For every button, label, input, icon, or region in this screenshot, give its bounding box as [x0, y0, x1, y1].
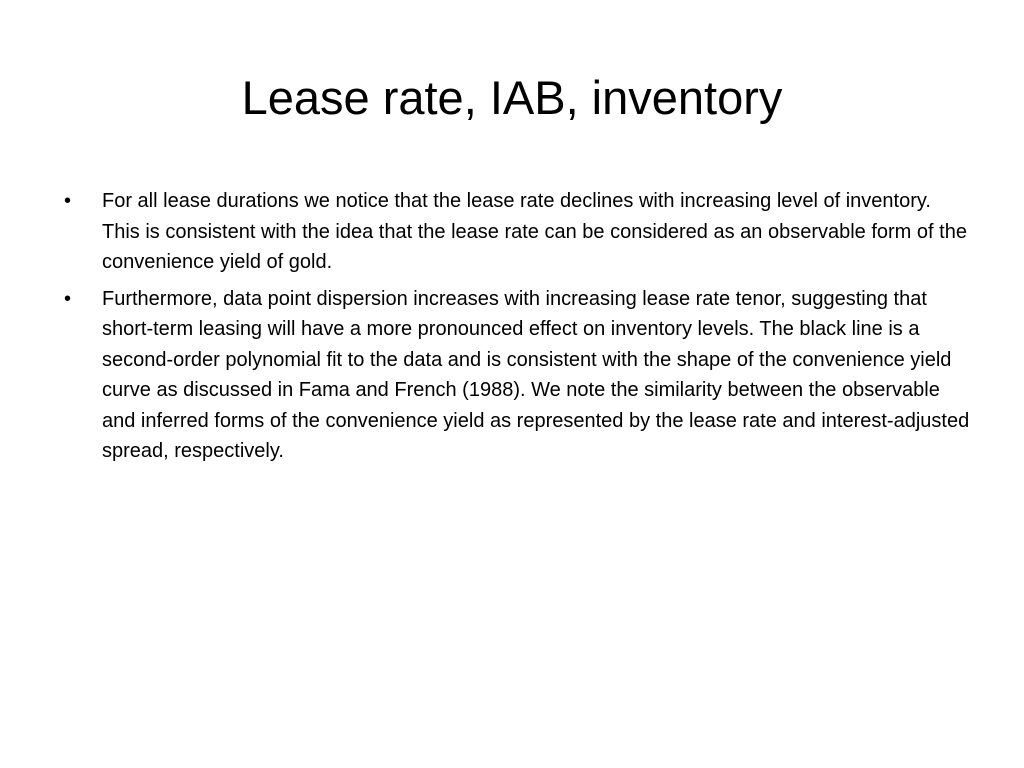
- bullet-icon: •: [64, 287, 72, 310]
- bullet-item-2: [60, 284, 970, 467]
- bullet-text: For all lease durations we notice that the lease rate declines with increasing level of inventory. This is consistent with the idea that the lease rate can be considered as an observable form of the convenience yield of gold.: [102, 190, 967, 273]
- bullet-icon: •: [64, 190, 72, 212]
- slide-title: Lease rate, IAB, inventory: [241, 71, 783, 124]
- bullet-text: Furthermore, data point dispersion increases with increasing lease rate tenor, suggesting that short-term leasing will have a more pronounced effect on inventory levels. The black line is a second-order polynomial fit to the data and is consistent with the shape of the convenience yield curve as discussed in Fama and French (1988). We note the similarity between the observable and inferred forms of the convenience yield as represented by the lease rate and interest-adjusted spread, respectively.: [102, 287, 970, 462]
- bullet-list: [60, 186, 970, 473]
- bullet-item-1: [60, 186, 970, 278]
